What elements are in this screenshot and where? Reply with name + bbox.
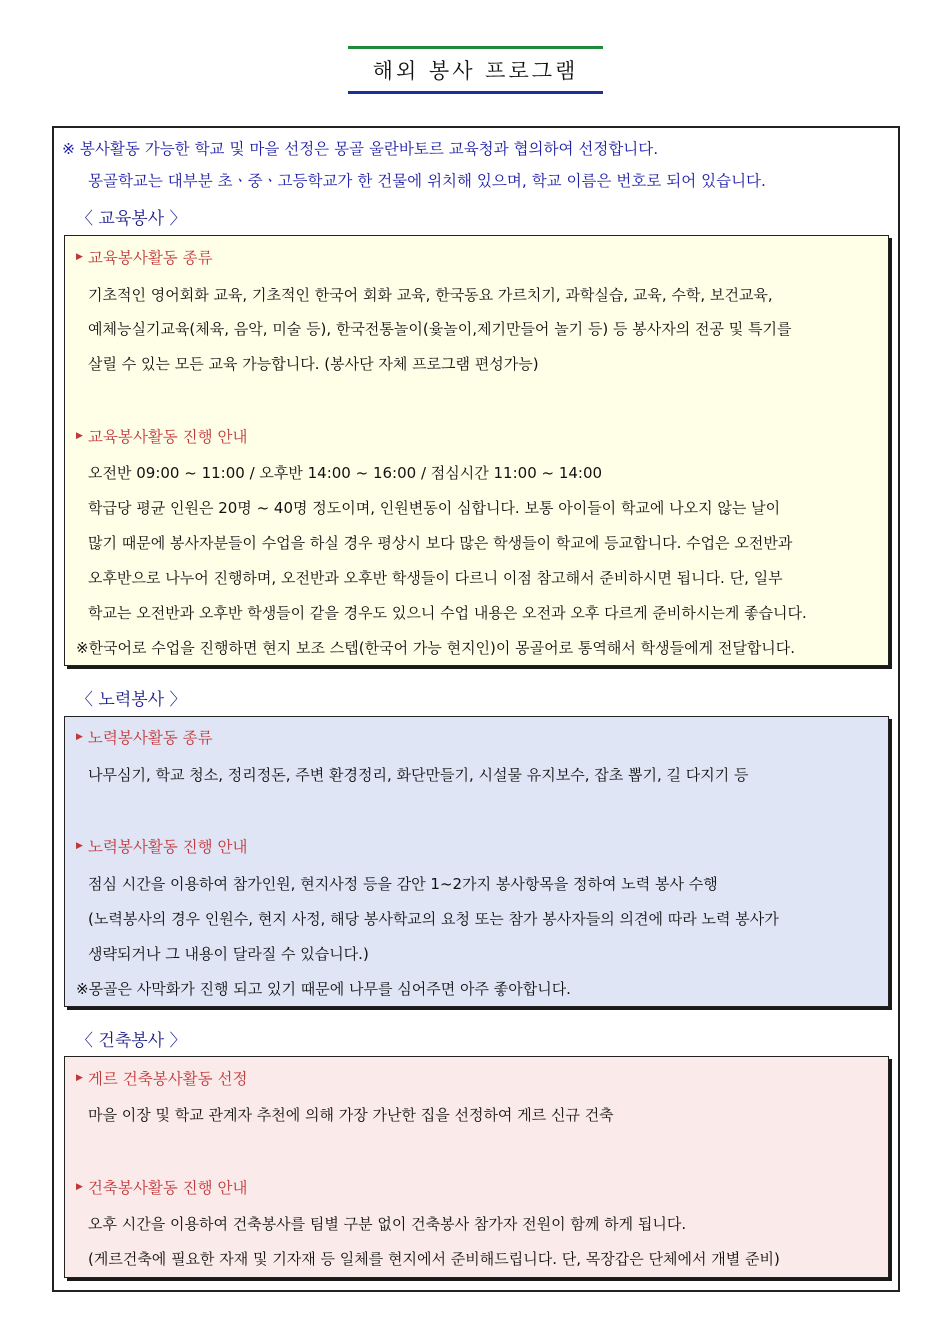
body-line: 오후 시간을 이용하여 건축봉사를 팀별 구분 없이 건축봉사 참가자 전원이 함께 하게 됩니다. (88, 1215, 687, 1233)
section-heading-construction: 〈 건축봉사 〉 (76, 1031, 187, 1051)
subheading-label: 건축봉사활동 진행 안내 (87, 1179, 248, 1197)
triangle-bullet-icon: ▶ (76, 1182, 83, 1192)
body-line: 학교는 오전반과 오후반 학생들이 같을 경우도 있으니 수업 내용은 오전과 오후 다르게 준비하시는게 좋습니다. (88, 604, 807, 622)
section-heading-education: 〈 교육봉사 〉 (76, 209, 187, 229)
triangle-bullet-icon: ▶ (76, 732, 83, 742)
body-line: 나무심기, 학교 청소, 정리정돈, 주변 환경정리, 화단만들기, 시설물 유지보수, 잡초 뽑기, 길 다지기 등 (88, 766, 749, 784)
subheading-label: 교육봉사활동 진행 안내 (87, 428, 248, 446)
body-line: 마을 이장 및 학교 관계자 추천에 의해 가장 가난한 집을 선정하여 게르 신규 건축 (88, 1106, 614, 1124)
triangle-bullet-icon: ▶ (76, 1073, 83, 1083)
construction-box (64, 1056, 889, 1278)
body-line: 기초적인 영어회화 교육, 기초적인 한국어 회화 교육, 한국동요 가르치기, 과학실습, 교육, 수학, 보건교육, (88, 286, 773, 304)
subheading (76, 1067, 248, 1089)
body-line: 점심 시간을 이용하여 참가인원, 현지사정 등을 감안 1~2가지 봉사항목을 정하여 노력 봉사 수행 (88, 875, 718, 893)
subheading-label: 게르 건축봉사활동 선정 (87, 1070, 248, 1088)
note-line: ※한국어로 수업을 진행하면 현지 보조 스텝(한국어 가능 현지인)이 몽골어로 통역해서 학생들에게 전달합니다. (76, 639, 796, 657)
note-line: ※몽골은 사막화가 진행 되고 있기 때문에 나무를 심어주면 아주 좋아합니다. (76, 980, 571, 998)
subheading-label: 노력봉사활동 진행 안내 (87, 838, 248, 856)
triangle-bullet-icon: ▶ (76, 431, 83, 441)
subheading-label: 교육봉사활동 종류 (87, 249, 213, 267)
subheading-label: 노력봉사활동 종류 (87, 729, 213, 747)
subheading (76, 835, 248, 857)
section-heading-labor: 〈 노력봉사 〉 (76, 690, 187, 710)
notice-line: ※ 봉사활동 가능한 학교 및 마을 선정은 몽골 울란바토르 교육청과 협의하여 선정합니다. (62, 140, 659, 158)
subheading (76, 726, 213, 748)
body-line: (게르건축에 필요한 자재 및 기자재 등 일체를 현지에서 준비해드립니다. 단, 목장갑은 단체에서 개별 준비) (88, 1250, 780, 1268)
subheading (76, 425, 248, 447)
body-line: 생략되거나 그 내용이 달라질 수 있습니다.) (88, 945, 369, 963)
body-line: 오후반으로 나누어 진행하며, 오전반과 오후반 학생들이 다르니 이점 참고해서 준비하시면 됩니다. 단, 일부 (88, 569, 783, 587)
triangle-bullet-icon: ▶ (76, 841, 83, 851)
notice-line: 몽골학교는 대부분 초ㆍ중ㆍ고등학교가 한 건물에 위치해 있으며, 학교 이름은 번호로 되어 있습니다. (88, 172, 766, 190)
body-line: (노력봉사의 경우 인원수, 현지 사정, 해당 봉사학교의 요청 또는 참가 봉사자들의 의견에 따라 노력 봉사가 (88, 910, 779, 928)
body-line: 많기 때문에 봉사자분들이 수업을 하실 경우 평상시 보다 많은 학생들이 학교에 등교합니다. 수업은 오전반과 (88, 534, 793, 552)
triangle-bullet-icon: ▶ (76, 252, 83, 262)
body-line: 학급당 평균 인원은 20명 ~ 40명 정도이며, 인원변동이 심합니다. 보통 아이들이 학교에 나오지 않는 날이 (88, 499, 781, 517)
page-title-box (348, 46, 603, 94)
subheading (76, 246, 213, 268)
body-line: 오전반 09:00 ~ 11:00 / 오후반 14:00 ~ 16:00 / 점심시간 11:00 ~ 14:00 (88, 464, 603, 482)
body-line: 예체능실기교육(체육, 음악, 미술 등), 한국전통놀이(윷놀이,제기만들어 놀기 등) 등 봉사자의 전공 및 특기를 (88, 320, 792, 338)
body-line: 살릴 수 있는 모든 교육 가능합니다. (봉사단 자체 프로그램 편성가능) (88, 355, 539, 373)
subheading (76, 1176, 248, 1198)
page-title: 해외 봉사 프로그램 (372, 59, 579, 83)
